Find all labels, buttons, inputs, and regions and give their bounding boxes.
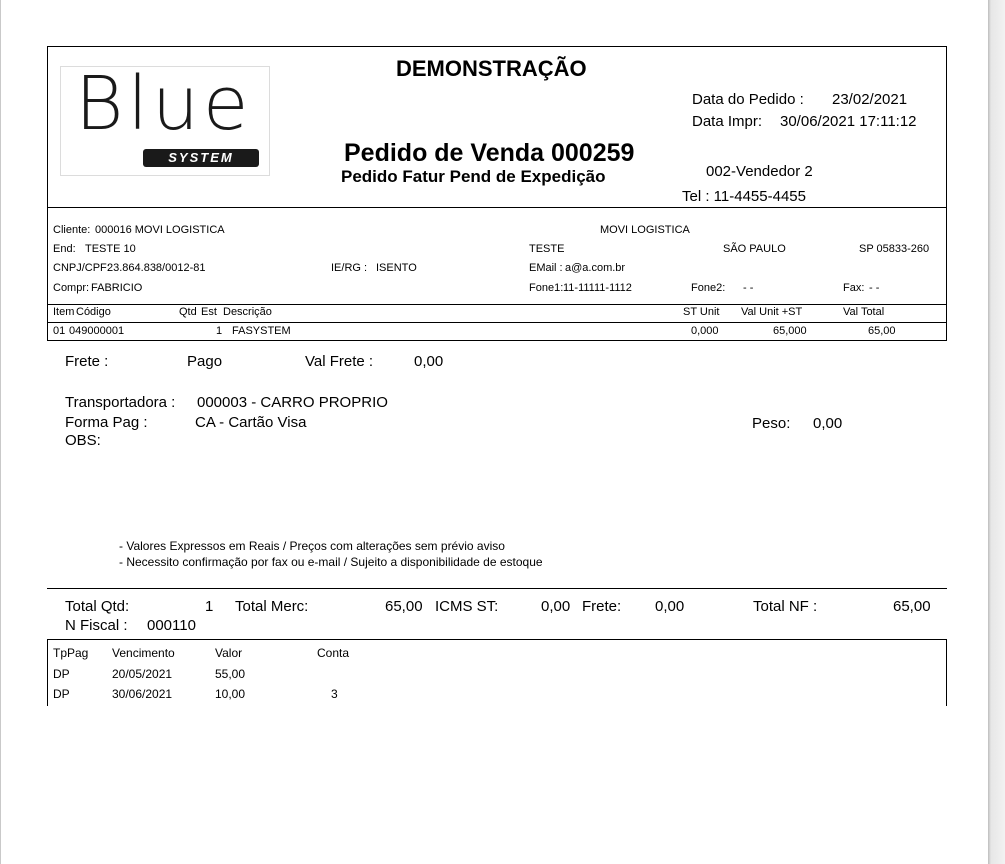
total-merc-label: Total Merc:: [235, 598, 309, 615]
total-freight-value: 0,00: [655, 598, 685, 615]
col-qty: Qtd: [179, 306, 197, 318]
note-line: - Necessito confirmação por fax ou e-mail / Sujeito a disponibilidade de estoque: [119, 555, 543, 569]
divider: [47, 588, 947, 589]
fax-label: Fax:: [843, 282, 865, 294]
order-date-value: 23/02/2021: [832, 91, 908, 108]
order-status: Pedido Fatur Pend de Expedição: [341, 167, 606, 186]
note-line: - Valores Expressos em Reais / Preços com alterações sem prévio aviso: [119, 539, 505, 553]
logo-brand: Blue: [75, 61, 253, 147]
total-nf-value: 65,00: [893, 598, 931, 615]
order-title: Pedido de Venda 000259: [344, 139, 635, 167]
col-description: Descrição: [223, 306, 272, 318]
total-qty-label: Total Qtd:: [65, 598, 130, 615]
client-name-right: MOVI LOGISTICA: [600, 224, 690, 236]
state-zip-value: SP 05833-260: [859, 243, 930, 255]
total-freight-label: Frete:: [582, 598, 622, 615]
company-logo: [60, 61, 270, 176]
seller: 002-Vendedor 2: [706, 163, 813, 180]
col-st-unit: ST Unit: [683, 306, 720, 318]
print-date-label: Data Impr:: [692, 113, 763, 130]
row-qty: 1: [216, 325, 223, 337]
col-value: Valor: [215, 646, 243, 660]
divider: [47, 639, 48, 706]
row-val-unit-st: 65,000: [773, 325, 807, 337]
address-value: TESTE 10: [85, 243, 136, 255]
col-account: Conta: [317, 646, 350, 660]
pay-due: 30/06/2021: [112, 687, 173, 701]
weight-label: Peso:: [752, 415, 791, 432]
email-label: EMail :: [529, 262, 563, 274]
freight-val-value: 0,00: [414, 353, 444, 370]
district-value: TESTE: [529, 243, 565, 255]
row-code: 049000001: [69, 325, 125, 337]
freight-val-label: Val Frete :: [305, 353, 374, 370]
fiscal-value: 000110: [147, 617, 196, 634]
icms-label: ICMS ST:: [435, 598, 499, 615]
weight-value: 0,00: [813, 415, 843, 432]
total-merc-value: 65,00: [385, 598, 423, 615]
divider: [47, 322, 947, 323]
row-description: FASYSTEM: [232, 325, 291, 337]
icms-value: 0,00: [541, 598, 571, 615]
print-date-value: 30/06/2021 17:11:12: [780, 113, 917, 130]
cnpj-value: 23.864.838/0012-81: [107, 262, 206, 274]
total-qty-value: 1: [205, 598, 214, 615]
col-item: Item: [53, 306, 75, 318]
phone2-value: - -: [743, 282, 754, 294]
client-value: 000016 MOVI LOGISTICA: [95, 224, 225, 236]
fax-value: - -: [869, 282, 880, 294]
email-value: a@a.com.br: [565, 262, 626, 274]
seller-phone: Tel : 11-4455-4455: [682, 188, 806, 205]
page-edge-shadow: [988, 0, 1005, 864]
row-val-total: 65,00: [868, 325, 896, 337]
ie-label: IE/RG :: [331, 262, 368, 274]
pay-due: 20/05/2021: [112, 667, 173, 681]
carrier-label: Transportadora :: [65, 394, 176, 411]
pay-account: 3: [331, 687, 338, 701]
freight-label: Frete :: [65, 353, 109, 370]
col-est: Est: [201, 306, 217, 318]
phone2-label: Fone2:: [691, 282, 726, 294]
buyer-value: FABRICIO: [91, 282, 143, 294]
col-code: Código: [76, 306, 111, 318]
divider: [47, 639, 947, 640]
obs-label: OBS:: [65, 432, 101, 449]
pay-type: DP: [53, 687, 70, 701]
cnpj-label: CNPJ/CPF:: [53, 262, 110, 274]
row-st-unit: 0,000: [691, 325, 719, 337]
payment-value: CA - Cartão Visa: [195, 414, 307, 431]
ie-value: ISENTO: [376, 262, 417, 274]
fiscal-label: N Fiscal :: [65, 617, 128, 634]
buyer-label: Compr:: [53, 282, 90, 294]
city-value: SÃO PAULO: [723, 243, 786, 255]
pay-type: DP: [53, 667, 70, 681]
order-date-label: Data do Pedido :: [692, 91, 804, 108]
payment-label: Forma Pag :: [65, 414, 148, 431]
col-due: Vencimento: [112, 646, 175, 660]
pay-value: 10,00: [215, 687, 246, 701]
row-item: 01: [53, 325, 66, 337]
phone1-label: Fone1:: [529, 282, 564, 294]
col-val-total: Val Total: [843, 306, 885, 318]
phone1-value: 11-11111-1112: [563, 282, 632, 294]
total-nf-label: Total NF :: [753, 598, 818, 615]
document-title: DEMONSTRAÇÃO: [396, 56, 587, 81]
address-label: End:: [53, 243, 76, 255]
logo-sub: SYSTEM: [143, 149, 259, 167]
divider: [47, 304, 947, 305]
col-paytype: TpPag: [53, 646, 89, 660]
freight-value: Pago: [187, 353, 223, 370]
carrier-value: 000003 - CARRO PROPRIO: [197, 394, 388, 411]
pay-value: 55,00: [215, 667, 246, 681]
client-label: Cliente:: [53, 224, 91, 236]
divider: [946, 639, 947, 706]
col-val-unit-st: Val Unit +ST: [741, 306, 803, 318]
